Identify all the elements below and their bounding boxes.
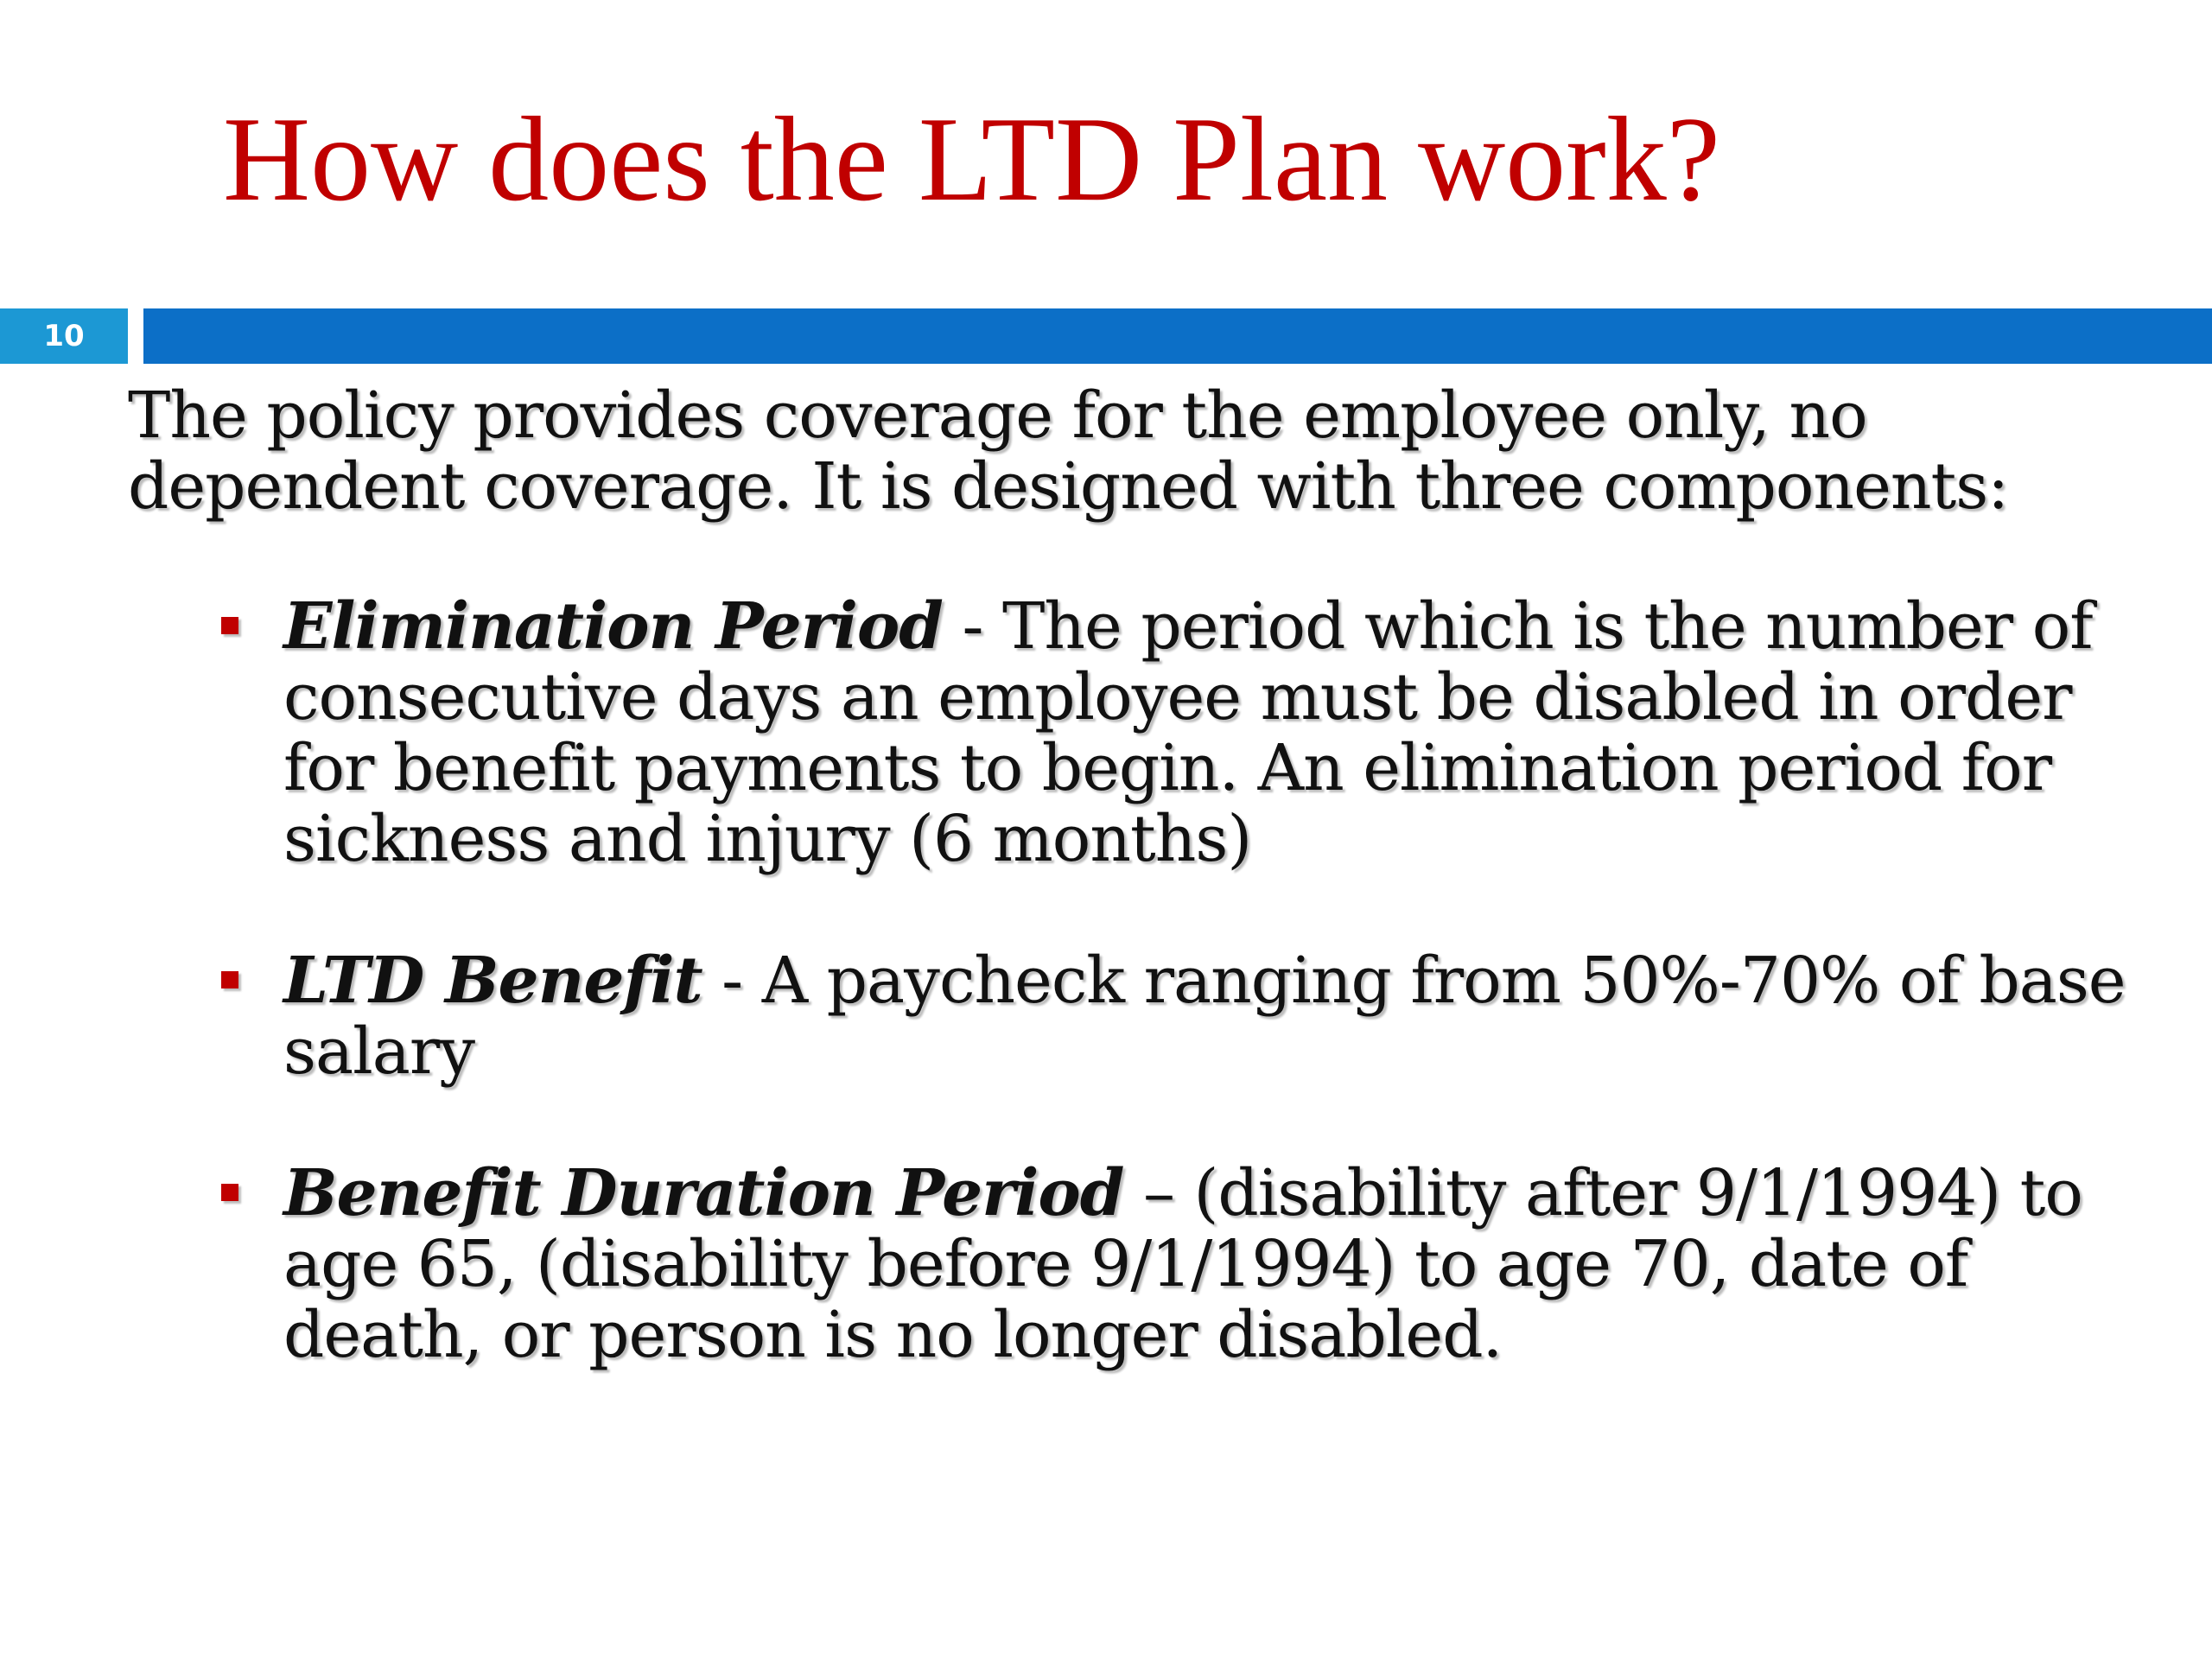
- square-bullet-icon: [221, 617, 238, 634]
- component-list: [128, 591, 2158, 1370]
- bullet-term: Elimination Period: [283, 589, 943, 664]
- bullet-term: LTD Benefit: [283, 944, 702, 1018]
- slide-title: How does the LTD Plan work?: [223, 92, 1720, 226]
- list-item-benefit-duration-period: [128, 1158, 2158, 1370]
- bullet-text: - The period which is the number of consecutive days an employee must be disabled in order for benefit payments to begin. An elimination period for sickness and injury (6 months): [283, 589, 2093, 876]
- intro-paragraph: The policy provides coverage for the employee only, no dependent coverage. It is designed with three components:: [128, 378, 2009, 524]
- list-item-elimination-period: [128, 591, 2158, 874]
- bullet-text: – (disability after 9/1/1994) to age 65, (disability before 9/1/1994) to age 70, date of death, or person is no longer disabled.: [283, 1156, 2082, 1372]
- title-divider-bar: [143, 308, 2212, 364]
- slide-number: 10: [0, 308, 128, 364]
- bullet-term: Benefit Duration Period: [283, 1156, 1124, 1230]
- square-bullet-icon: [221, 971, 238, 988]
- list-item-ltd-benefit: [128, 945, 2158, 1087]
- square-bullet-icon: [221, 1184, 238, 1201]
- bullet-text: - A paycheck ranging from 50%-70% of base salary: [283, 944, 2126, 1089]
- slide-body: [128, 380, 2158, 1441]
